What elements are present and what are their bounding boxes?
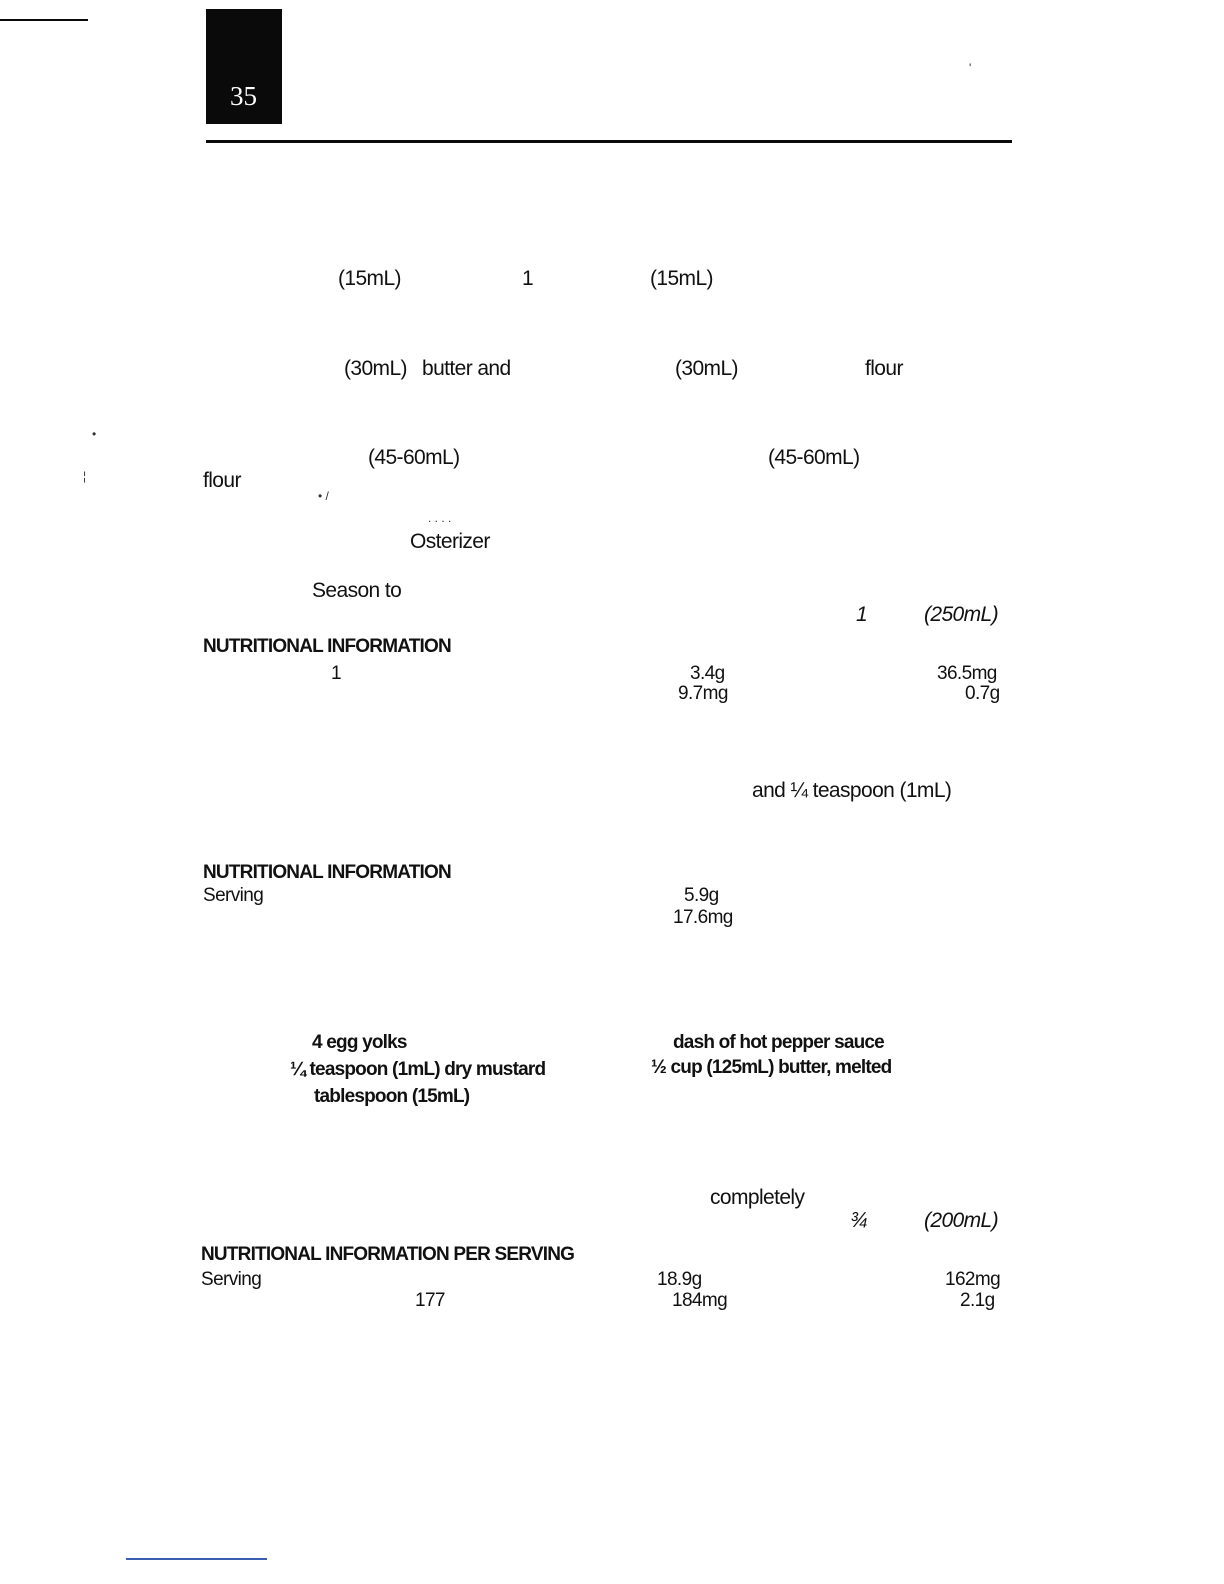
nutrition-value: 5.9g — [684, 885, 719, 906]
variation-addition: and ¼ teaspoon (1mL) — [752, 779, 952, 802]
serving-label: Serving — [203, 885, 264, 906]
nutrition-value: 162mg — [945, 1269, 1001, 1290]
liquid-measure-metric-2: (45-60mL) — [768, 446, 860, 469]
scan-speck: ' — [969, 61, 972, 75]
footer-rule — [126, 1558, 267, 1560]
butter-measure-metric: (15mL) — [338, 267, 401, 290]
nutrition-value: 9.7mg — [678, 683, 728, 704]
yield-quantity: 1 — [856, 603, 868, 626]
butter-measure-metric-2: (30mL) — [344, 357, 407, 380]
nutrition-value: 17.6mg — [673, 907, 733, 928]
nutrition-heading: NUTRITIONAL INFORMATION PER SERVING — [201, 1244, 575, 1265]
ingredient: ½ cup (125mL) butter, melted — [651, 1057, 892, 1078]
corner-rule — [0, 19, 88, 21]
ingredient: dash of hot pepper sauce — [673, 1032, 884, 1053]
nutrition-heading: NUTRITIONAL INFORMATION — [203, 862, 451, 883]
completely-text: completely — [710, 1186, 805, 1209]
yield-fraction: ¾ — [850, 1209, 867, 1232]
ingredient: 4 egg yolks — [312, 1032, 407, 1053]
nutrition-value: 3.4g — [690, 663, 725, 684]
butter-and-text: butter and — [422, 357, 511, 380]
osterizer-text: Osterizer — [410, 530, 490, 553]
flour-measure-metric: (15mL) — [650, 267, 713, 290]
ingredient: ¼ teaspoon (1mL) dry mustard — [290, 1059, 546, 1080]
nutrition-value: 36.5mg — [937, 663, 997, 684]
serving-count: 1 — [331, 663, 341, 684]
header-rule — [206, 140, 1012, 143]
page-number-tab — [206, 9, 282, 124]
nutrition-value: 0.7g — [965, 683, 1000, 704]
quantity-one: 1 — [522, 267, 534, 290]
scan-speck: • — [92, 427, 97, 441]
yield-metric: (250mL) — [924, 603, 998, 626]
nutrition-heading: NUTRITIONAL INFORMATION — [203, 636, 451, 657]
serving-label: Serving — [201, 1269, 262, 1290]
scan-speck: ¦ — [83, 469, 87, 483]
nutrition-value: 184mg — [672, 1290, 728, 1311]
flour-measure-metric-2: (30mL) — [675, 357, 738, 380]
ingredient: tablespoon (15mL) — [314, 1086, 470, 1107]
scan-speck: • / — [318, 489, 329, 503]
yield-metric: (200mL) — [924, 1209, 998, 1232]
nutrition-value: 2.1g — [960, 1290, 995, 1311]
flour-word: flour — [865, 357, 903, 380]
liquid-measure-metric: (45-60mL) — [368, 446, 460, 469]
flour-word-2: flour — [203, 469, 241, 492]
scan-speck: . . . . — [428, 511, 452, 525]
nutrition-value: 18.9g — [657, 1269, 702, 1290]
season-to-text: Season to — [312, 579, 402, 602]
page-number: 35 — [230, 81, 257, 111]
calories-value: 177 — [415, 1290, 445, 1311]
